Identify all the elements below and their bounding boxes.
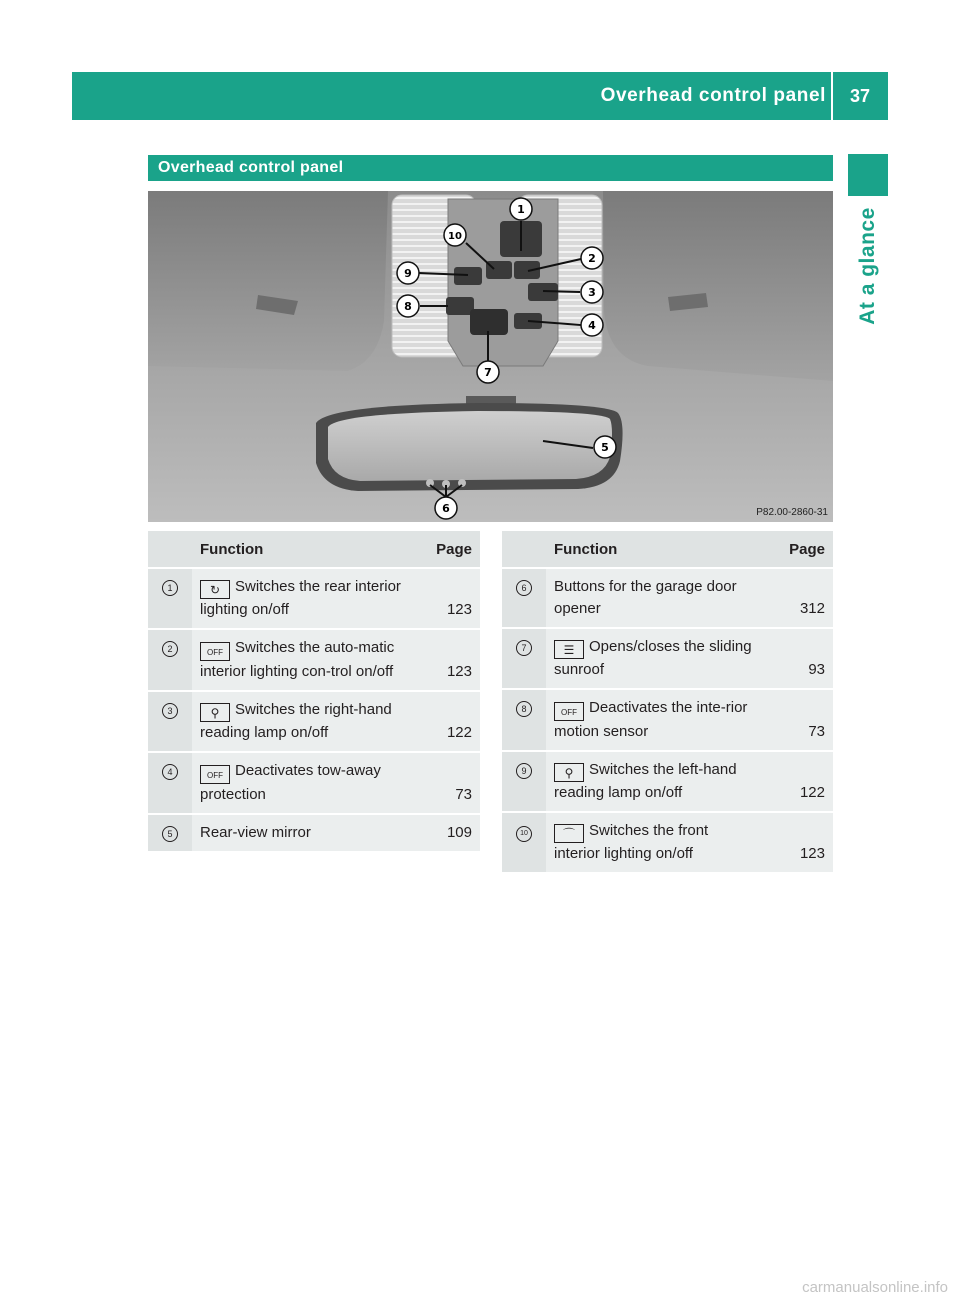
page-ref: 123 [412, 568, 480, 629]
sunroof-icon: ☰ [554, 640, 584, 659]
header-num [502, 531, 546, 568]
page-ref: 73 [412, 752, 480, 814]
section-title: Overhead control panel [148, 155, 833, 181]
auto-light-off-icon: OFF [200, 642, 230, 661]
table-row [502, 812, 833, 873]
callout-2 [581, 247, 603, 269]
callout-1 [510, 198, 532, 220]
table-row [502, 628, 833, 689]
overhead-panel-figure [148, 191, 833, 522]
page-ref: 73 [765, 689, 833, 751]
function-text: Rear-view mirror [200, 824, 311, 841]
mirror-glass [328, 411, 612, 481]
page-ref: 122 [765, 751, 833, 812]
function-text: Opens/closes the sliding sunroof [554, 638, 752, 678]
table-row [502, 689, 833, 751]
rear-light-icon: ↻ [200, 580, 230, 599]
callout-10 [444, 224, 466, 246]
side-tab [848, 196, 888, 336]
table-row [148, 752, 480, 814]
item-number: 10 [516, 826, 532, 842]
page-number: 37 [849, 86, 870, 106]
tow-away-off-icon: OFF [200, 765, 230, 784]
figure-code: P82.00-2860-31 [756, 507, 828, 518]
function-text: Switches the auto-matic interior lighting con-trol on/off [200, 639, 395, 680]
item-number: 8 [516, 701, 532, 717]
header-separator [831, 72, 833, 120]
item-number: 1 [162, 580, 178, 596]
svg-text:6: 6 [442, 502, 450, 515]
header-page: Page [765, 531, 833, 568]
callout-9 [397, 262, 419, 284]
page-header [72, 72, 888, 120]
function-text: Deactivates the inte-rior motion sensor [554, 699, 748, 740]
svg-text:2: 2 [588, 252, 596, 265]
table-header-row [502, 531, 833, 568]
right-sun-visor [603, 191, 833, 381]
svg-text:9: 9 [404, 267, 412, 280]
page-ref: 123 [412, 629, 480, 691]
table-row [502, 751, 833, 812]
svg-text:5: 5 [601, 441, 609, 454]
function-table-left [148, 531, 480, 853]
svg-text:10: 10 [448, 231, 462, 242]
svg-text:7: 7 [484, 366, 492, 379]
function-text: Switches the left-hand reading lamp on/off [554, 761, 737, 801]
side-tab-marker [848, 154, 888, 196]
header-function: Function [192, 531, 412, 568]
callout-7 [477, 361, 499, 383]
function-text: Switches the right-hand reading lamp on/off [200, 701, 392, 741]
item-number: 3 [162, 703, 178, 719]
callout-6 [435, 497, 457, 519]
item-number: 4 [162, 764, 178, 780]
callout-3 [581, 281, 603, 303]
table-row [148, 629, 480, 691]
function-text: Deactivates tow-away protection [200, 762, 381, 803]
page-ref: 123 [765, 812, 833, 873]
header-num [148, 531, 192, 568]
page-ref: 93 [765, 628, 833, 689]
function-text: Switches the front interior lighting on/off [554, 822, 709, 862]
item-number: 6 [516, 580, 532, 596]
motion-sensor-off-icon: OFF [554, 702, 584, 721]
svg-text:3: 3 [588, 286, 596, 299]
table-row [148, 814, 480, 852]
item-number: 7 [516, 640, 532, 656]
svg-text:1: 1 [517, 203, 525, 216]
svg-text:8: 8 [404, 300, 412, 313]
item-number: 2 [162, 641, 178, 657]
function-text: Buttons for the garage door opener [554, 578, 737, 617]
header-function: Function [546, 531, 765, 568]
button-left-lamp [454, 267, 482, 285]
callout-8 [397, 295, 419, 317]
item-number: 9 [516, 763, 532, 779]
button-motion [446, 297, 474, 315]
function-text: Switches the rear interior lighting on/off [200, 578, 401, 618]
table-row [502, 568, 833, 628]
watermark: carmanualsonline.info [802, 1279, 948, 1296]
reading-lamp-icon: ⚲ [200, 703, 230, 722]
page-ref: 109 [412, 814, 480, 852]
function-table-right [502, 531, 833, 874]
header-title: Overhead control panel [600, 85, 826, 106]
header-page: Page [412, 531, 480, 568]
reading-lamp-icon: ⚲ [554, 763, 584, 782]
table-row [148, 568, 480, 629]
item-number: 5 [162, 826, 178, 842]
svg-text:4: 4 [588, 319, 596, 332]
left-sun-visor [148, 191, 388, 371]
page-ref: 122 [412, 691, 480, 752]
button-front-light [486, 261, 512, 279]
callout-5 [594, 436, 616, 458]
side-tab-label: At a glance [856, 207, 879, 325]
table-row [148, 691, 480, 752]
page-ref: 312 [765, 568, 833, 628]
table-header-row [148, 531, 480, 568]
callout-4 [581, 314, 603, 336]
front-light-icon: ⌒ [554, 824, 584, 843]
